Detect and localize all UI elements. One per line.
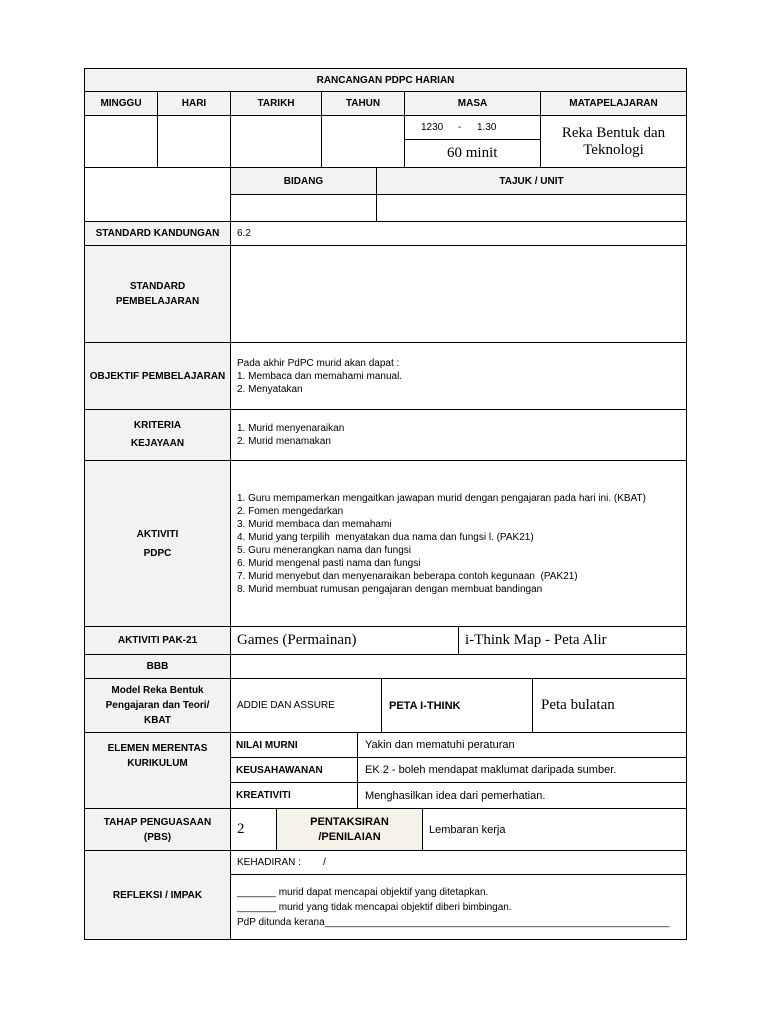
label-sp-line-2: PEMBELAJARAN — [115, 296, 200, 307]
cell-pentaksiran[interactable] — [422, 808, 687, 851]
cell-model[interactable] — [230, 678, 382, 733]
objektif-line-1: Pada akhir PdPC murid akan dapat : — [237, 357, 400, 369]
cell-kreativiti[interactable] — [357, 782, 687, 809]
label-model-line-3: KBAT — [143, 715, 172, 726]
cell-tahap[interactable] — [230, 808, 277, 851]
standard-kandungan-value: 6.2 — [237, 228, 251, 239]
label-peta-ithink — [381, 678, 533, 733]
aktiviti-line-8: 8. Murid membuat rumusan pengajaran dengan membuat bandingan — [237, 583, 543, 595]
header-tahun — [321, 91, 405, 116]
header-minggu-text: MINGGU — [100, 98, 142, 109]
cell-bidang-left — [84, 167, 231, 222]
header-tahun-text: TAHUN — [345, 98, 381, 109]
aktiviti-line-6: 6. Murid mengenal pasti nama dan fungsi — [237, 557, 421, 569]
pentaksiran-value: Lembaran kerja — [429, 823, 506, 836]
nilai-murni-label: NILAI MURNI — [236, 739, 298, 751]
pak21-value-1: Games (Permainan) — [237, 632, 357, 648]
label-tahap-line-2: (PBS) — [143, 831, 172, 843]
objektif-line-3: 2. Menyatakan — [237, 383, 303, 395]
label-nilai-murni — [230, 732, 358, 758]
objektif-line-2: 1. Membaca dan memahami manual. — [237, 370, 403, 382]
cell-refleksi[interactable] — [230, 874, 687, 940]
label-aktiviti-line-1: AKTIVITI — [136, 528, 179, 540]
aktiviti-line-2: 2. Fomen mengedarkan — [237, 505, 344, 517]
cell-kriteria[interactable] — [230, 409, 687, 461]
tahap-value: 2 — [237, 821, 245, 837]
kreativiti-label: KREATIVITI — [236, 790, 291, 801]
label-elemen — [84, 732, 231, 809]
header-hari — [157, 91, 231, 116]
label-standard-pembelajaran — [84, 245, 231, 343]
cell-minggu[interactable] — [84, 115, 158, 168]
label-pak21-text: AKTIVITI PAK-21 — [117, 635, 198, 646]
cell-bidang[interactable] — [230, 194, 377, 222]
masa-duration: 60 minit — [447, 145, 498, 161]
label-kriteria — [84, 409, 231, 461]
cell-tarikh[interactable] — [230, 115, 322, 168]
header-minggu — [84, 91, 158, 116]
peta-ithink-text: PETA I-THINK — [389, 699, 461, 712]
cell-objektif[interactable] — [230, 342, 687, 410]
cell-pak21-2[interactable] — [458, 626, 687, 655]
refleksi-line-3: PdP ditunda kerana______________________________________________________________ — [237, 916, 670, 928]
header-tajuk-text: TAJUK / UNIT — [499, 175, 564, 187]
cell-aktiviti[interactable] — [230, 460, 687, 627]
cell-masa-time[interactable] — [404, 115, 541, 140]
header-matapelajaran — [540, 91, 687, 116]
aktiviti-line-1: 1. Guru mempamerkan mengaitkan jawapan murid dengan pengajaran pada hari ini. (KBAT) — [237, 492, 646, 504]
cell-peta-value[interactable] — [532, 678, 687, 733]
label-refleksi — [84, 850, 231, 940]
label-pentaksiran-line-1: PENTAKSIRAN — [310, 815, 389, 828]
label-sp-line-1: STANDARD — [129, 281, 186, 292]
cell-kehadiran[interactable] — [230, 850, 687, 875]
keusahawanan-value: EK 2 - boleh mendapat maklumat daripada sumber. — [365, 764, 617, 776]
header-tarikh-text: TARIKH — [257, 98, 295, 109]
header-bidang-text: BIDANG — [283, 175, 324, 187]
cell-matapelajaran[interactable] — [540, 115, 687, 168]
label-elemen-line-2: KURIKULUM — [127, 758, 188, 769]
label-pentaksiran — [276, 808, 423, 851]
pak21-value-2: i-Think Map - Peta Alir — [465, 632, 607, 648]
label-model-line-1: Model Reka Bentuk — [111, 685, 204, 696]
subject-line-1: Reka Bentuk dan — [561, 124, 666, 141]
kehadiran-text: KEHADIRAN : / — [237, 857, 326, 868]
cell-keusahawanan[interactable] — [357, 757, 687, 783]
aktiviti-line-7: 7. Murid menyebut dan menyenaraikan beberapa contoh kegunaan (PAK21) — [237, 570, 578, 582]
aktiviti-line-3: 3. Murid membaca dan memahami — [237, 518, 392, 530]
nilai-murni-value: Yakin dan mematuhi peraturan — [365, 739, 515, 751]
label-tahap — [84, 808, 231, 851]
label-tahap-line-1: TAHAP PENGUASAAN — [103, 816, 212, 828]
masa-start: 1230 — [421, 122, 444, 133]
header-bidang — [230, 167, 377, 195]
kriteria-line-2: 2. Murid menamakan — [237, 436, 331, 447]
masa-dash: - — [458, 122, 462, 133]
cell-nilai-murni[interactable] — [357, 732, 687, 758]
label-kreativiti — [230, 782, 358, 809]
form-title-text: RANCANGAN PDPC HARIAN — [316, 74, 455, 86]
cell-bbb[interactable] — [230, 654, 687, 679]
label-pentaksiran-line-2: /PENILAIAN — [318, 830, 381, 843]
label-keusahawanan — [230, 757, 358, 783]
cell-hari[interactable] — [157, 115, 231, 168]
aktiviti-line-4: 4. Murid yang terpilih menyatakan dua nama dan fungsi l. (PAK21) — [237, 531, 534, 543]
refleksi-line-2: _______ murid yang tidak mencapai objektif diberi bimbingan. — [237, 901, 512, 913]
header-masa — [404, 91, 541, 116]
header-tarikh — [230, 91, 322, 116]
cell-tajuk[interactable] — [376, 194, 687, 222]
cell-standard-kandungan[interactable] — [230, 221, 687, 246]
header-tajuk — [376, 167, 687, 195]
header-matapelajaran-text: MATAPELAJARAN — [569, 98, 658, 109]
label-aktiviti — [84, 460, 231, 627]
subject-line-2: Teknologi — [583, 141, 644, 158]
model-value: ADDIE DAN ASSURE — [237, 700, 335, 711]
label-standard-kandungan — [84, 221, 231, 246]
label-bbb — [84, 654, 231, 679]
lesson-plan-form — [84, 68, 687, 940]
masa-end: 1.30 — [477, 122, 497, 133]
kriteria-line-1: 1. Murid menyenaraikan — [237, 423, 345, 434]
header-masa-text: MASA — [457, 98, 488, 109]
label-elemen-line-1: ELEMEN MERENTAS — [107, 743, 208, 754]
label-refleksi-text: REFLEKSI / IMPAK — [112, 889, 203, 901]
label-kriteria-line-1: KRITERIA — [133, 420, 182, 431]
cell-standard-pembelajaran[interactable] — [230, 245, 687, 343]
label-model-line-2: Pengajaran dan Teori/ — [105, 700, 210, 711]
kreativiti-value: Menghasilkan idea dari pemerhatian. — [365, 789, 546, 802]
refleksi-line-1: _______ murid dapat mencapai objektif yang ditetapkan. — [237, 886, 489, 898]
label-objektif-text: OBJEKTIF PEMBELAJARAN — [89, 370, 226, 382]
label-model — [84, 678, 231, 733]
cell-pak21-1[interactable] — [230, 626, 459, 655]
label-aktiviti-line-2: PDPC — [143, 547, 172, 559]
form-title — [84, 68, 687, 92]
peta-value: Peta bulatan — [541, 697, 615, 713]
label-bbb-text: BBB — [146, 661, 169, 672]
label-standard-kandungan-text: STANDARD KANDUNGAN — [95, 228, 220, 239]
label-pak21 — [84, 626, 231, 655]
header-hari-text: HARI — [181, 98, 207, 109]
keusahawanan-label: KEUSAHAWANAN — [236, 764, 323, 776]
cell-masa-duration[interactable] — [404, 139, 541, 168]
label-objektif — [84, 342, 231, 410]
label-kriteria-line-2: KEJAYAAN — [130, 438, 185, 449]
cell-tahun[interactable] — [321, 115, 405, 168]
aktiviti-line-5: 5. Guru menerangkan nama dan fungsi — [237, 544, 411, 556]
